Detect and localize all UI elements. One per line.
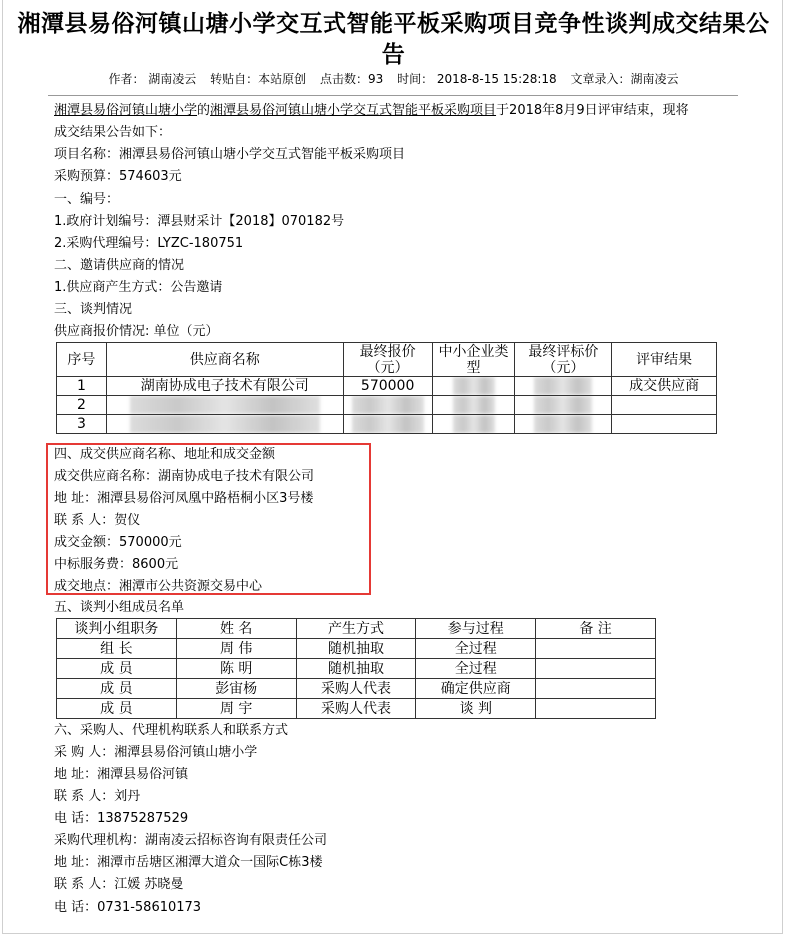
panel-role: 组 长 [57, 639, 177, 659]
header-cell: 评审结果 [612, 343, 717, 377]
panel-process: 全过程 [416, 639, 536, 659]
panel-method: 采购人代表 [296, 679, 416, 699]
redacted-block [352, 415, 424, 433]
agent-number: 2.采购代理编号：LYZC-180751 [54, 236, 244, 251]
panel-name: 周 宇 [176, 699, 296, 719]
panel-process: 确定供应商 [416, 679, 536, 699]
review-result: 成交供应商 [612, 377, 717, 396]
panel-method: 随机抽取 [296, 639, 416, 659]
intro-line-2: 成交结果公告如下： [54, 125, 172, 140]
buyer-name: 采 购 人：湘潭县易俗河镇山塘小学 [54, 745, 258, 760]
supplier-contact: 联 系 人：贺仪 [54, 513, 141, 528]
agency-contact: 联 系 人：江媛 苏晓曼 [54, 877, 184, 892]
final-quote [343, 415, 432, 434]
panel-process: 全过程 [416, 659, 536, 679]
section6-heading: 六、采购人、代理机构联系人和联系方式 [54, 723, 289, 738]
redacted-block [453, 377, 495, 395]
section4-heading: 四、成交供应商名称、地址和成交金额 [54, 447, 276, 462]
review-result [612, 396, 717, 415]
table-row [57, 659, 656, 679]
header-cell: 备 注 [536, 619, 656, 639]
final-eval-price [515, 377, 612, 396]
table-row [57, 377, 717, 396]
redacted-block [352, 396, 424, 414]
intro-mid: 的 [197, 103, 211, 118]
table-row [57, 415, 717, 434]
title-divider [48, 95, 738, 96]
meta-hits: 点击数：93 [319, 72, 384, 86]
redacted-block [453, 396, 495, 414]
row-number: 3 [57, 415, 107, 434]
intro-line-1 [54, 101, 689, 121]
agency-phone: 电 话：0731-58610173 [54, 900, 202, 915]
final-quote [343, 396, 432, 415]
table-header-row [57, 619, 656, 639]
header-cell: 序号 [57, 343, 107, 377]
row-number: 2 [57, 396, 107, 415]
buyer-link[interactable]: 湘潭县易俗河镇山塘小学 [54, 103, 198, 118]
table-row [57, 396, 717, 415]
header-cell: 最终评标价（元） [515, 343, 612, 377]
meta-editor: 文章录入：湖南凌云 [570, 72, 679, 86]
section2-heading: 二、邀请供应商的情况 [54, 258, 185, 273]
deal-amount: 成交金额：570000元 [54, 535, 182, 550]
winning-supplier: 成交供应商名称：湖南协成电子技术有限公司 [54, 469, 315, 484]
deal-place: 成交地点：湘潭市公共资源交易中心 [54, 579, 263, 594]
panel-role: 成 员 [57, 659, 177, 679]
plan-number: 1.政府计划编号：潭县财采计【2018】070182号 [54, 214, 345, 229]
project-budget: 采购预算：574603元 [54, 169, 182, 184]
table-header-row [57, 343, 717, 377]
agency-address: 地 址：湘潭市岳塘区湘潭大道众一国际C栋3楼 [54, 855, 323, 870]
table-row [57, 679, 656, 699]
project-name: 项目名称：湘潭县易俗河镇山塘小学交互式智能平板采购项目 [54, 147, 406, 162]
redacted-block [453, 415, 495, 433]
supplier-name [106, 396, 343, 415]
final-eval-price [515, 415, 612, 434]
article-meta [0, 70, 787, 88]
redacted-block [534, 396, 592, 414]
supplier-name [106, 415, 343, 434]
project-link[interactable]: 湘潭县易俗河镇山塘小学交互式智能平板采购项目 [210, 103, 497, 118]
panel-remark [536, 639, 656, 659]
header-cell: 参与过程 [416, 619, 536, 639]
header-cell: 中小企业类型 [432, 343, 515, 377]
table-row [57, 699, 656, 719]
price-note: 供应商报价情况: 单位（元） [54, 324, 219, 339]
panel-method: 采购人代表 [296, 699, 416, 719]
panel-name: 周 伟 [176, 639, 296, 659]
supplier-quote-table [56, 342, 717, 434]
section1-heading: 一、编号： [54, 192, 120, 207]
table-row [57, 639, 656, 659]
row-number: 1 [57, 377, 107, 396]
meta-time: 时间： 2018-8-15 15:28:18 [397, 72, 557, 86]
page-title: 湘潭县易俗河镇山塘小学交互式智能平板采购项目竞争性谈判成交结果公告 [17, 10, 770, 68]
header-cell: 产生方式 [296, 619, 416, 639]
review-result [612, 415, 717, 434]
header-cell: 最终报价（元） [343, 343, 432, 377]
final-quote: 570000 [343, 377, 432, 396]
panel-name: 彭宙杨 [176, 679, 296, 699]
section5-heading: 五、谈判小组成员名单 [54, 600, 185, 615]
panel-name: 陈 明 [176, 659, 296, 679]
panel-role: 成 员 [57, 679, 177, 699]
redacted-block [534, 415, 592, 433]
agency-name: 采购代理机构：湖南凌云招标咨询有限责任公司 [54, 833, 328, 848]
supplier-name: 湖南协成电子技术有限公司 [106, 377, 343, 396]
buyer-contact: 联 系 人：刘丹 [54, 789, 141, 804]
intro-tail: 于2018年8月9日评审结束，现将 [496, 103, 689, 118]
panel-remark [536, 659, 656, 679]
panel-role: 成 员 [57, 699, 177, 719]
negotiation-panel-table [56, 618, 656, 719]
buyer-address: 地 址：湘潭县易俗河镇 [54, 767, 189, 782]
meta-author: 作者： 湖南凌云 [108, 72, 197, 86]
supplier-method: 1.供应商产生方式：公告邀请 [54, 280, 223, 295]
enterprise-type [432, 396, 515, 415]
buyer-phone: 电 话：13875287529 [54, 811, 189, 826]
panel-process: 谈 判 [416, 699, 536, 719]
header-cell: 姓 名 [176, 619, 296, 639]
panel-remark [536, 679, 656, 699]
enterprise-type [432, 377, 515, 396]
header-cell: 谈判小组职务 [57, 619, 177, 639]
redacted-block [130, 396, 320, 414]
supplier-address: 地 址：湘潭县易俗河凤凰中路梧桐小区3号楼 [54, 491, 314, 506]
enterprise-type [432, 415, 515, 434]
header-cell: 供应商名称 [106, 343, 343, 377]
redacted-block [130, 415, 320, 433]
panel-remark [536, 699, 656, 719]
meta-source: 转贴自：本站原创 [210, 72, 307, 86]
panel-method: 随机抽取 [296, 659, 416, 679]
service-fee: 中标服务费：8600元 [54, 557, 179, 572]
redacted-block [534, 377, 592, 395]
section3-heading: 三、谈判情况 [54, 302, 133, 317]
final-eval-price [515, 396, 612, 415]
